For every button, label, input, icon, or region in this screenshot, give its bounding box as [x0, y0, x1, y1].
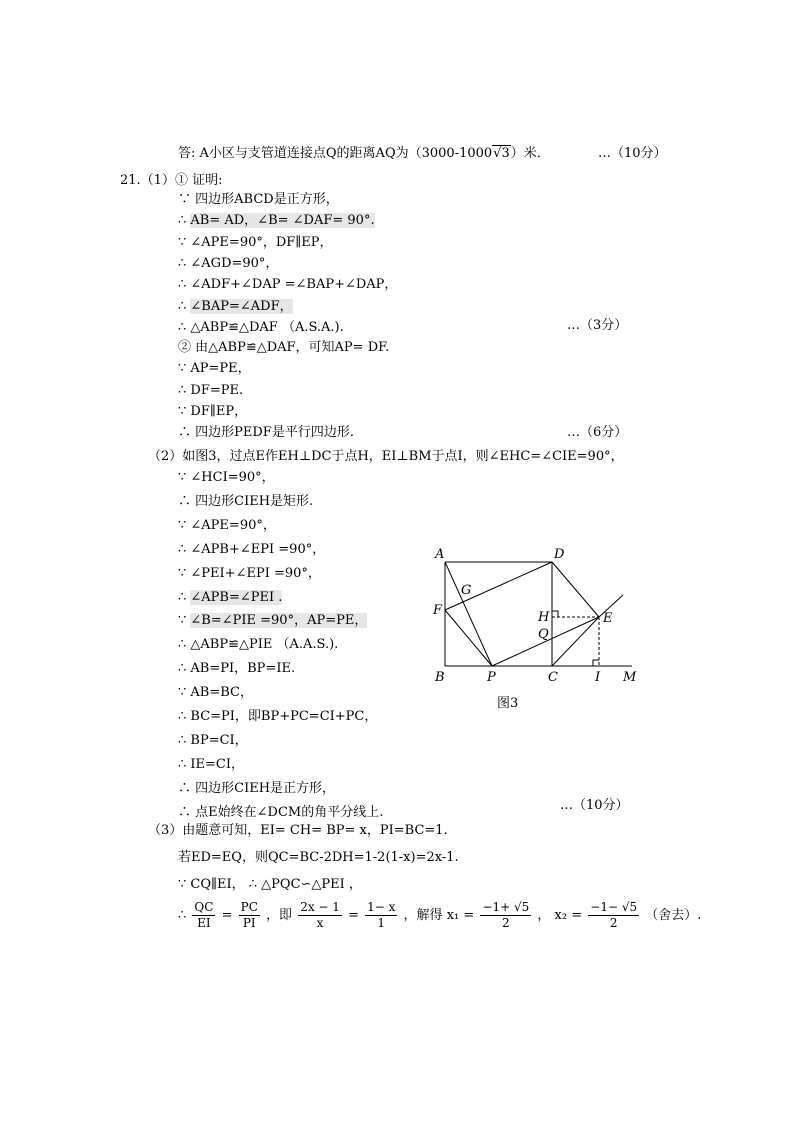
proof-symbol: ∴	[178, 709, 191, 724]
proof-symbol: ∵	[178, 361, 191, 377]
figure-caption: 图3	[497, 696, 519, 711]
proof-symbol: ∴	[178, 213, 191, 229]
answer-text: A小区与支管道连接点Q的距离AQ为（3000-1000	[199, 146, 493, 161]
proof-symbol: ∴	[178, 780, 196, 796]
answer-prefix: 答:	[178, 146, 200, 161]
proof-symbol: ∴	[178, 732, 191, 748]
proof-symbol: ∴	[178, 661, 191, 677]
proof-text: 四边形CIEH是矩形.	[195, 493, 314, 509]
fraction-qc-ei: $\frac{QC}{EI}$	[194, 900, 214, 930]
proof-symbol: ②	[178, 340, 196, 355]
answer-20-line	[178, 145, 550, 163]
proof-text: 四边形PEDF是平行四边形.	[195, 425, 354, 441]
label-E: E	[603, 611, 613, 626]
proof-symbol: ∴	[178, 589, 191, 605]
proof-line	[178, 255, 278, 273]
part3-line4: ∴ $\frac{QC}{EI}$ = $\frac{PC}{PI}$ ，即 $\frac{2x - 1}{x}$ = $\frac{1- x}{1}$ ，解得 x₁ = $\frac{-1+ √5}{2}$ ， x₂ = $\frac{-1- √5}{2}$ （舍去）.	[178, 900, 702, 930]
proof-line	[178, 382, 243, 400]
label-M: M	[623, 670, 637, 685]
proof-text: ∠BAP=∠ADF，	[190, 298, 293, 314]
label-Q: Q	[538, 627, 549, 642]
proof-line	[178, 660, 295, 678]
proof-symbol: ∴	[178, 493, 196, 509]
proof-text: AB= AD，∠B= ∠DAF= 90°.	[190, 213, 375, 229]
label-C: C	[548, 670, 558, 685]
proof-symbol: ∴	[178, 277, 191, 293]
label-G: G	[461, 583, 472, 598]
proof-text: ∠PEI+∠EPI =90°，	[190, 565, 321, 581]
proof-symbol: ∵	[178, 613, 191, 629]
part3-line2: 若ED=EQ，则QC=BC-2DH=1-2(1-x)=2x-1.	[178, 850, 459, 865]
proof-symbol: ∵	[178, 565, 191, 581]
proof-line	[178, 298, 293, 316]
proof-text: 由△ABP≌△DAF，可知AP= DF.	[195, 340, 390, 355]
proof-line	[178, 708, 377, 726]
proof-line	[178, 360, 251, 378]
label-H: H	[538, 610, 550, 625]
proof-line	[178, 517, 276, 535]
proof-text: DF=PE.	[190, 382, 244, 398]
proof-text: ∠ADF+∠DAP =∠BAP+∠DAP，	[190, 277, 398, 293]
proof-symbol: ∴	[178, 756, 191, 772]
proof-line	[178, 589, 282, 607]
part3-line3: ∵ CQ∥EI， ∴ △PQC∽△PEI ，	[178, 877, 362, 892]
proof-line	[178, 493, 313, 511]
proof-text: IE=CI，	[190, 756, 245, 772]
proof-symbol: ∵	[178, 685, 191, 701]
proof-text: ∠APB+∠EPI =90°，	[190, 541, 326, 557]
segment-FP	[445, 610, 492, 666]
answer-suffix: ）米．	[510, 146, 550, 161]
proof-text: DF∥EP，	[190, 403, 248, 419]
figure-3	[420, 540, 650, 690]
segment-CE	[552, 617, 599, 666]
label-A: A	[435, 547, 445, 562]
proof-text: AB=PI，BP=IE.	[190, 661, 296, 677]
x1-label: x₁ =	[446, 908, 475, 923]
proof-symbol: ∴	[178, 319, 191, 335]
fraction-x2: $\frac{-1- √5}{2}$	[590, 900, 638, 930]
proof-line	[178, 339, 389, 357]
proof-symbol: ∴	[178, 637, 191, 653]
proof-text: ∠HCI=90°，	[190, 470, 275, 485]
proof-symbol: ∵	[178, 517, 191, 533]
label-F: F	[433, 603, 443, 618]
proof-text: ∠APB=∠PEI .	[190, 589, 283, 605]
proof-symbol: ∴	[178, 804, 196, 820]
proof-line	[178, 780, 335, 798]
sqrt-3: √3	[493, 146, 510, 161]
fraction-pc-pi: $\frac{PC}{PI}$	[240, 900, 258, 930]
proof-text: 点E始终在∠DCM的角平分线上.	[195, 804, 384, 820]
segment-AP	[445, 562, 492, 666]
part2-intro: （2）如图3，过点E作EH⊥DC于点H，EI⊥BM于点I，则∠EHC=∠CIE=90°，	[148, 449, 624, 464]
right-angle-H	[552, 611, 558, 617]
right-angle-I	[593, 660, 599, 666]
proof-line	[178, 684, 253, 702]
label-B: B	[435, 670, 445, 685]
proof-symbol: ∴	[178, 382, 191, 398]
proof-line	[178, 403, 247, 421]
answer-20-points: …（10分）	[598, 146, 667, 161]
fraction-2x-1: $\frac{2x - 1}{x}$	[300, 900, 340, 930]
proof-symbol: ∵	[178, 403, 191, 419]
fraction-x1: $\frac{-1+ √5}{2}$	[482, 900, 530, 930]
part3-intro: （3）由题意可知，EI= CH= BP= x，PI=BC=1.	[148, 823, 448, 838]
label-D: D	[554, 547, 565, 562]
part2-points: …（10分）	[560, 798, 629, 813]
proof-line	[178, 212, 375, 230]
proof-symbol: ∵	[178, 234, 191, 250]
proof-line	[178, 424, 354, 442]
label-P: P	[487, 670, 496, 685]
proof-symbol: ∵	[178, 192, 196, 207]
proof-line	[178, 804, 383, 822]
proof-text: ∠APE=90°，DF∥EP，	[190, 234, 333, 250]
proof-symbol: ∴	[178, 298, 191, 314]
q21-label: 21.（1）① 证明:	[120, 173, 223, 188]
proof-text: 四边形ABCD是正方形，	[195, 192, 339, 207]
proof-text: 四边形CIEH是正方形，	[195, 780, 336, 796]
proof-text: △ABP≌△DAF （A.S.A.).	[190, 319, 344, 335]
proof-text: ∠AGD=90°，	[190, 255, 279, 271]
part1b-points: …（6分）	[567, 425, 628, 440]
label-I: I	[595, 670, 601, 685]
proof-text: AP=PE，	[190, 361, 251, 377]
fraction-1-x: $\frac{1- x}{1}$	[367, 900, 396, 930]
proof-text: BP=CI，	[190, 732, 248, 748]
proof-line	[178, 565, 321, 583]
proof-symbol: ∴	[178, 541, 191, 557]
proof-symbol: ∴	[178, 425, 196, 441]
proof-line	[178, 276, 397, 294]
proof-symbol: ∴	[178, 255, 191, 271]
part1-points: …（3分）	[567, 318, 628, 333]
proof-line	[178, 756, 244, 774]
proof-text: AB=BC，	[190, 685, 253, 701]
proof-line	[178, 319, 344, 337]
x2-label: x₂ =	[554, 908, 583, 923]
proof-line	[178, 732, 248, 750]
proof-line	[178, 612, 367, 630]
proof-line	[178, 191, 339, 209]
proof-text: BC=PI，即BP+PC=CI+PC，	[190, 709, 378, 724]
proof-line	[178, 636, 338, 654]
proof-line	[178, 469, 275, 487]
proof-line	[178, 234, 333, 252]
proof-text: △ABP≌△PIE （A.A.S.).	[190, 637, 339, 653]
proof-symbol: ∵	[178, 470, 191, 485]
proof-text: ∠APE=90°，	[190, 517, 276, 533]
proof-text: ∠B=∠PIE =90°，AP=PE，	[190, 613, 368, 629]
proof-line	[178, 541, 325, 559]
segment-DE	[552, 562, 599, 617]
